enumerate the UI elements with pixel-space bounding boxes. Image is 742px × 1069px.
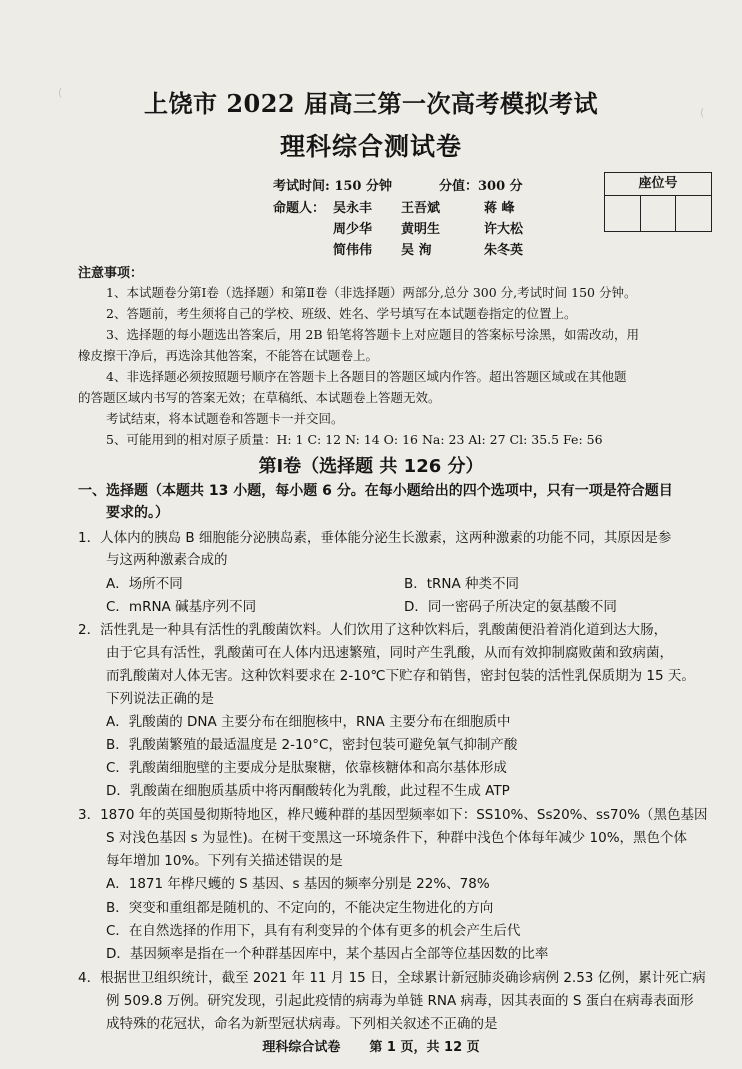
q3-option-d: D．基因频率是指在一个种群基因库中，某个基因占全部等位基因数的比率 — [106, 946, 549, 962]
q4-stem: 成特殊的花冠状，命名为新型冠状病毒。下列相关叙述不正确的是 — [106, 1016, 498, 1032]
q3-option-c: C．在自然选择的作用下，具有有利变异的个体有更多的机会产生后代 — [106, 923, 521, 939]
q1-stem: 与这两种激素合成的 — [106, 552, 228, 568]
q4-stem: 例 509.8 万例。研究发现，引起此疫情的病毒为单链 RNA 病毒，因其表面的 S 蛋白在病毒表面形 — [106, 993, 694, 1009]
footer-label: 理科综合试卷 — [262, 1040, 341, 1055]
author-name: 简伟伟 — [333, 243, 373, 258]
q3-stem: 3．1870 年的英国曼彻斯特地区，桦尺蠖种群的基因型频率如下：SS10%、Ss20%、ss70%（黑色基因 — [78, 807, 708, 823]
section-title: 第Ⅰ卷（选择题 共 126 分） — [258, 456, 484, 477]
author-name: 王吾斌 — [401, 201, 441, 216]
q2-option-a: A．乳酸菌的 DNA 主要分布在细胞核中，RNA 主要分布在细胞质中 — [106, 714, 511, 730]
q2-stem: 下列说法正确的是 — [106, 691, 214, 707]
author-name: 吴 洵 — [401, 243, 432, 258]
notice-title: 注意事项： — [78, 266, 144, 281]
q1-option-a: A．场所不同 — [106, 576, 183, 592]
q2-stem: 2．活性乳是一种具有活性的乳酸菌饮料。人们饮用了这种饮料后，乳酸菌便沿着消化道到达大肠， — [78, 622, 668, 638]
exam-score: 分值：300 分 — [439, 179, 523, 194]
exam-subtitle: 理科综合测试卷 — [279, 132, 462, 161]
seat-cell — [605, 196, 641, 231]
q2-stem: 由于它具有活性，乳酸菌可在人体内迅速繁殖，同时产生乳酸，从而有效抑制腐败菌和致病菌， — [106, 645, 673, 661]
notice-line: 2、答题前，考生须将自己的学校、班级、姓名、学号填写在本试题卷指定的位置上。 — [106, 306, 577, 321]
notice-line: 5、可能用到的相对原子质量：H: 1 C: 12 N: 14 O: 16 Na: 23 Al: 27 Cl: 35.5 Fe: 56 — [106, 432, 603, 447]
seat-number-cells — [605, 196, 711, 231]
q3-option-a: A．1871 年桦尺蠖的 S 基因、s 基因的频率分别是 22%、78% — [106, 876, 490, 892]
exam-title: 上饶市 2022 届高三第一次高考模拟考试 — [143, 89, 598, 118]
q2-stem: 而乳酸菌对人体无害。这种饮料要求在 2-10℃下贮存和销售，密封包装的活性乳保质期为 15 天。 — [106, 668, 695, 684]
author-name: 蒋 峰 — [484, 201, 515, 216]
exam-time: 考试时间: 150 分钟 — [273, 179, 392, 194]
authors-label: 命题人： — [273, 201, 326, 216]
section-instruction: 要求的。） — [106, 505, 169, 521]
bleed-through-mark: ( — [58, 86, 63, 99]
q1-option-b: B．tRNA 种类不同 — [404, 576, 520, 592]
notice-line: 4、非选择题必须按照题号顺序在答题卡上各题目的答题区域内作答。超出答题区域或在其他题 — [106, 369, 627, 384]
author-name: 吴永丰 — [333, 201, 373, 216]
q3-option-b: B．突变和重组都是随机的、不定向的，不能决定生物进化的方向 — [106, 900, 494, 916]
q3-stem: S 对浅色基因 s 为显性)。在树干变黑这一环境条件下，种群中浅色个体每年减少 10%，黑色个体 — [106, 830, 688, 846]
q1-stem: 1．人体内的胰岛 B 细胞能分泌胰岛素，垂体能分泌生长激素，这两种激素的功能不同，其原因是参 — [78, 530, 672, 546]
notice-line: 考试结束，将本试题卷和答题卡一并交回。 — [106, 411, 344, 426]
q3-stem: 每年增加 10%。下列有关描述错误的是 — [106, 853, 343, 869]
q2-option-c: C．乳酸菌细胞壁的主要成分是肽聚糖，依靠核糖体和高尔基体形成 — [106, 760, 507, 776]
bleed-through-mark: ( — [700, 106, 705, 119]
q4-stem: 4．根据世卫组织统计，截至 2021 年 11 月 15 日，全球累计新冠肺炎确诊病例 2.53 亿例，累计死亡病 — [78, 970, 706, 986]
author-name: 周少华 — [333, 222, 373, 237]
section-instruction: 一、选择题（本题共 13 小题，每小题 6 分。在每小题给出的四个选项中，只有一项是符合题目 — [78, 483, 673, 499]
notice-line: 1、本试题卷分第Ⅰ卷（选择题）和第Ⅱ卷（非选择题）两部分,总分 300 分,考试时间 150 分钟。 — [106, 285, 637, 300]
notice-line: 3、选择题的每小题选出答案后，用 2B 铅笔将答题卡上对应题目的答案标号涂黑，如需改动，用 — [106, 327, 640, 342]
page-footer — [0, 1036, 742, 1055]
q1-option-d: D．同一密码子所决定的氨基酸不同 — [404, 599, 617, 615]
seat-cell — [676, 196, 711, 231]
notice-line: 橡皮擦干净后，再选涂其他答案，不能答在试题卷上。 — [78, 348, 379, 363]
seat-number-box — [604, 172, 712, 232]
seat-number-label: 座位号 — [605, 173, 711, 196]
q2-option-d: D．乳酸菌在细胞质基质中将丙酮酸转化为乳酸，此过程不生成 ATP — [106, 783, 510, 799]
author-name: 许大松 — [484, 222, 524, 237]
q2-option-b: B．乳酸菌繁殖的最适温度是 2-10°C，密封包装可避免氧气抑制产酸 — [106, 737, 518, 753]
seat-cell — [641, 196, 677, 231]
author-name: 朱冬英 — [484, 243, 524, 258]
notice-line: 的答题区域内书写的答案无效；在草稿纸、本试题卷上答题无效。 — [78, 390, 441, 405]
footer-page-number: 第 1 页，共 12 页 — [369, 1040, 480, 1055]
author-name: 黄明生 — [401, 222, 441, 237]
q1-option-c: C．mRNA 碱基序列不同 — [106, 599, 257, 615]
